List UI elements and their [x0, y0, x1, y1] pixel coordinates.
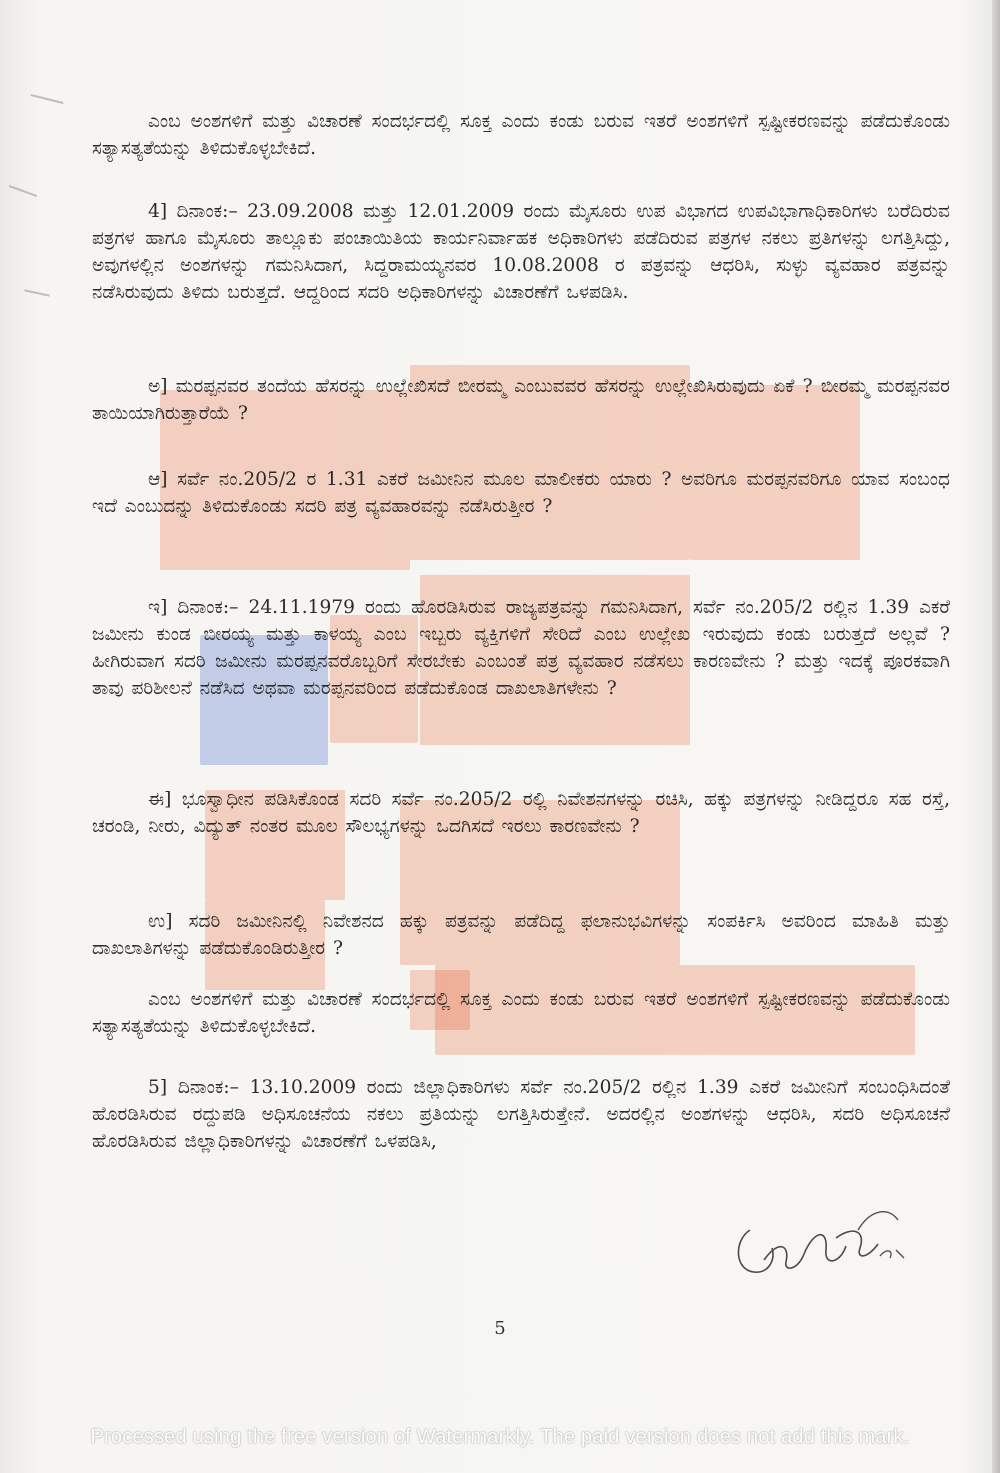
margin-scratch	[30, 94, 63, 104]
question-i-paragraph: ಇ] ದಿನಾಂಕ:– 24.11.1979 ರಂದು ಹೊರಡಿಸಿರುವ ರಾಜ್ಯಪತ್ರವನ್ನು ಗಮನಿಸಿದಾಗ, ಸರ್ವೆ ನಂ.205/2 ರಲ್ಲಿನ 1.39 ಎಕರೆ ಜಮೀನು ಕುಂಡ ಬೀರಯ್ಯ ಮತ್ತು ಕಾಳಯ್ಯ ಎಂಬ ಇಬ್ಬರು ವ್ಯಕ್ತಿಗಳಿಗೆ ಸೇರಿದೆ ಎಂಬ ಉಲ್ಲೇಖ ಇರುವುದು ಕಂಡು ಬರುತ್ತದೆ ಅಲ್ಲವೆ ? ಹೀಗಿರುವಾಗ ಸದರಿ ಜಮೀನು ಮರಪ್ಪನವರೊಬ್ಬರಿಗೆ ಸೇರಬೇಕು ಎಂಬಂತೆ ಪತ್ರ ವ್ಯವಹಾರ ನಡೆಸಲು ಕಾರಣವೇನು ? ಮತ್ತು ಇದಕ್ಕೆ ಪೂರಕವಾಗಿ ತಾವು ಪರಿಶೀಲನೆ ನಡೆಸಿದ ಅಥವಾ ಮರಪ್ಪನವರಿಂದ ಪಡೆದುಕೊಂಡ ದಾಖಲಾತಿಗಳೇನು ?	[92, 597, 950, 699]
question-aa-paragraph: ಆ] ಸರ್ವೆ ನಂ.205/2 ರ 1.31 ಎಕರೆ ಜಮೀನಿನ ಮೂಲ ಮಾಲೀಕರು ಯಾರು ? ಅವರಿಗೂ ಮರಪ್ಪನವರಿಗೂ ಯಾವ ಸಂಬಂಧ ಇದೆ ಎಂಬುದನ್ನು ತಿಳಿದುಕೊಂಡು ಸದರಿ ಪತ್ರ ವ್ಯವಹಾರವನ್ನು ನಡೆಸಿರುತ್ತೀರ ?	[92, 469, 950, 517]
point-4-paragraph: 4] ದಿನಾಂಕ:– 23.09.2008 ಮತ್ತು 12.01.2009 ರಂದು ಮೈಸೂರು ಉಪ ವಿಭಾಗದ ಉಪವಿಭಾಗಾಧಿಕಾರಿಗಳು ಬರೆದಿರುವ ಪತ್ರಗಳ ಹಾಗೂ ಮೈಸೂರು ತಾಲ್ಲೂಕು ಪಂಚಾಯಿತಿಯ ಕಾರ್ಯನಿರ್ವಾಹಕ ಅಧಿಕಾರಿಗಳು ಪಡೆದಿರುವ ಪತ್ರಗಳ ನಕಲು ಪ್ರತಿಗಳನ್ನು ಲಗತ್ತಿಸಿದ್ದು, ಅವುಗಳಲ್ಲಿನ ಅಂಶಗಳನ್ನು ಗಮನಿಸಿದಾಗ, ಸಿದ್ದರಾಮಯ್ಯನವರ 10.08.2008 ರ ಪತ್ರವನ್ನು ಆಧರಿಸಿ, ಸುಳ್ಳು ವ್ಯವಹಾರ ಪತ್ರವನ್ನು ನಡೆಸಿರುವುದು ತಿಳಿದು ಬರುತ್ತದೆ. ಆದ್ದರಿಂದ ಸದರಿ ಅಧಿಕಾರಿಗಳನ್ನು ವಿಚಾರಣೆಗೆ ಒಳಪಡಿಸಿ.	[92, 201, 950, 303]
page-number: 5	[494, 1318, 506, 1339]
question-a-paragraph: ಅ] ಮರಪ್ಪನವರ ತಂದೆಯ ಹೆಸರನ್ನು ಉಲ್ಲೇಖಿಸದೆ ಬೀರಮ್ಮ ಎಂಬುವವರ ಹೆಸರನ್ನು ಉಲ್ಲೇಖಿಸಿರುವುದು ಏಕೆ ? ಬೀರಮ್ಮ ಮರಪ್ಪನವರ ತಾಯಿಯಾಗಿರುತ್ತಾರೆಯೆ ?	[92, 376, 950, 424]
question-u-paragraph: ಉ] ಸದರಿ ಜಮೀನಿನಲ್ಲಿ ನಿವೇಶನದ ಹಕ್ಕು ಪತ್ರವನ್ನು ಪಡೆದಿದ್ದ ಫಲಾನುಭವಿಗಳನ್ನು ಸಂಪರ್ಕಿಸಿ ಅವರಿಂದ ಮಾಹಿತಿ ಮತ್ತು ದಾಖಲಾತಿಗಳನ್ನು ಪಡೆದುಕೊಂಡಿರುತ್ತೀರ ?	[92, 911, 950, 959]
question-ii-paragraph: ಈ] ಭೂಸ್ವಾಧೀನ ಪಡಿಸಿಕೊಂಡ ಸದರಿ ಸರ್ವೆ ನಂ.205/2 ರಲ್ಲಿ ನಿವೇಶನಗಳನ್ನು ರಚಿಸಿ, ಹಕ್ಕು ಪತ್ರಗಳನ್ನು ನೀಡಿದ್ದರೂ ಸಹ ರಸ್ತೆ, ಚರಂಡಿ, ನೀರು, ವಿದ್ಯುತ್ ನಂತರ ಮೂಲ ಸೌಲಭ್ಯಗಳನ್ನು ಒದಗಿಸದೆ ಇರಲು ಕಾರಣವೇನು ?	[92, 789, 950, 837]
margin-scratch	[9, 185, 38, 197]
closing-statement-paragraph-2: ಎಂಬ ಅಂಶಗಳಿಗೆ ಮತ್ತು ವಿಚಾರಣೆ ಸಂದರ್ಭದಲ್ಲಿ ಸೂಕ್ತ ಎಂದು ಕಂಡು ಬರುವ ಇತರೆ ಅಂಶಗಳಿಗೆ ಸ್ಪಷ್ಟೀಕರಣವನ್ನು ಪಡೆದುಕೊಂಡು ಸತ್ಯಾಸತ್ಯತೆಯನ್ನು ತಿಳಿದುಕೊಳ್ಳಬೇಕಿದೆ.	[92, 989, 950, 1037]
signature	[728, 1200, 918, 1290]
margin-scratch	[24, 289, 50, 296]
point-5-paragraph: 5] ದಿನಾಂಕ:– 13.10.2009 ರಂದು ಜಿಲ್ಲಾಧಿಕಾರಿಗಳು ಸರ್ವೆ ನಂ.205/2 ರಲ್ಲಿನ 1.39 ಎಕರೆ ಜಮೀನಿಗೆ ಸಂಬಂಧಿಸಿದಂತೆ ಹೊರಡಿಸಿರುವ ರದ್ದುಪಡಿ ಅಧಿಸೂಚನೆಯ ನಕಲು ಪ್ರತಿಯನ್ನು ಲಗತ್ತಿಸಿರುತ್ತೇನೆ. ಅದರಲ್ಲಿನ ಅಂಶಗಳನ್ನು ಆಧರಿಸಿ, ಸದರಿ ಅಧಿಸೂಚನೆ ಹೊರಡಿಸಿರುವ ಜಿಲ್ಲಾಧಿಕಾರಿಗಳನ್ನು ವಿಚಾರಣೆಗೆ ಒಳಪಡಿಸಿ,	[92, 1077, 950, 1152]
closing-statement-paragraph: ಎಂಬ ಅಂಶಗಳಿಗೆ ಮತ್ತು ವಿಚಾರಣೆ ಸಂದರ್ಭದಲ್ಲಿ ಸೂಕ್ತ ಎಂದು ಕಂಡು ಬರುವ ಇತರೆ ಅಂಶಗಳಿಗೆ ಸ್ಪಷ್ಟೀಕರಣವನ್ನು ಪಡೆದುಕೊಂಡು ಸತ್ಯಾಸತ್ಯತೆಯನ್ನು ತಿಳಿದುಕೊಳ್ಳಬೇಕಿದೆ.	[92, 111, 950, 159]
page-edge-shadow	[992, 0, 1000, 1473]
watermark-text: Processed using the free version of Watermarkly. The paid version does not add this mark.	[90, 1426, 910, 1448]
